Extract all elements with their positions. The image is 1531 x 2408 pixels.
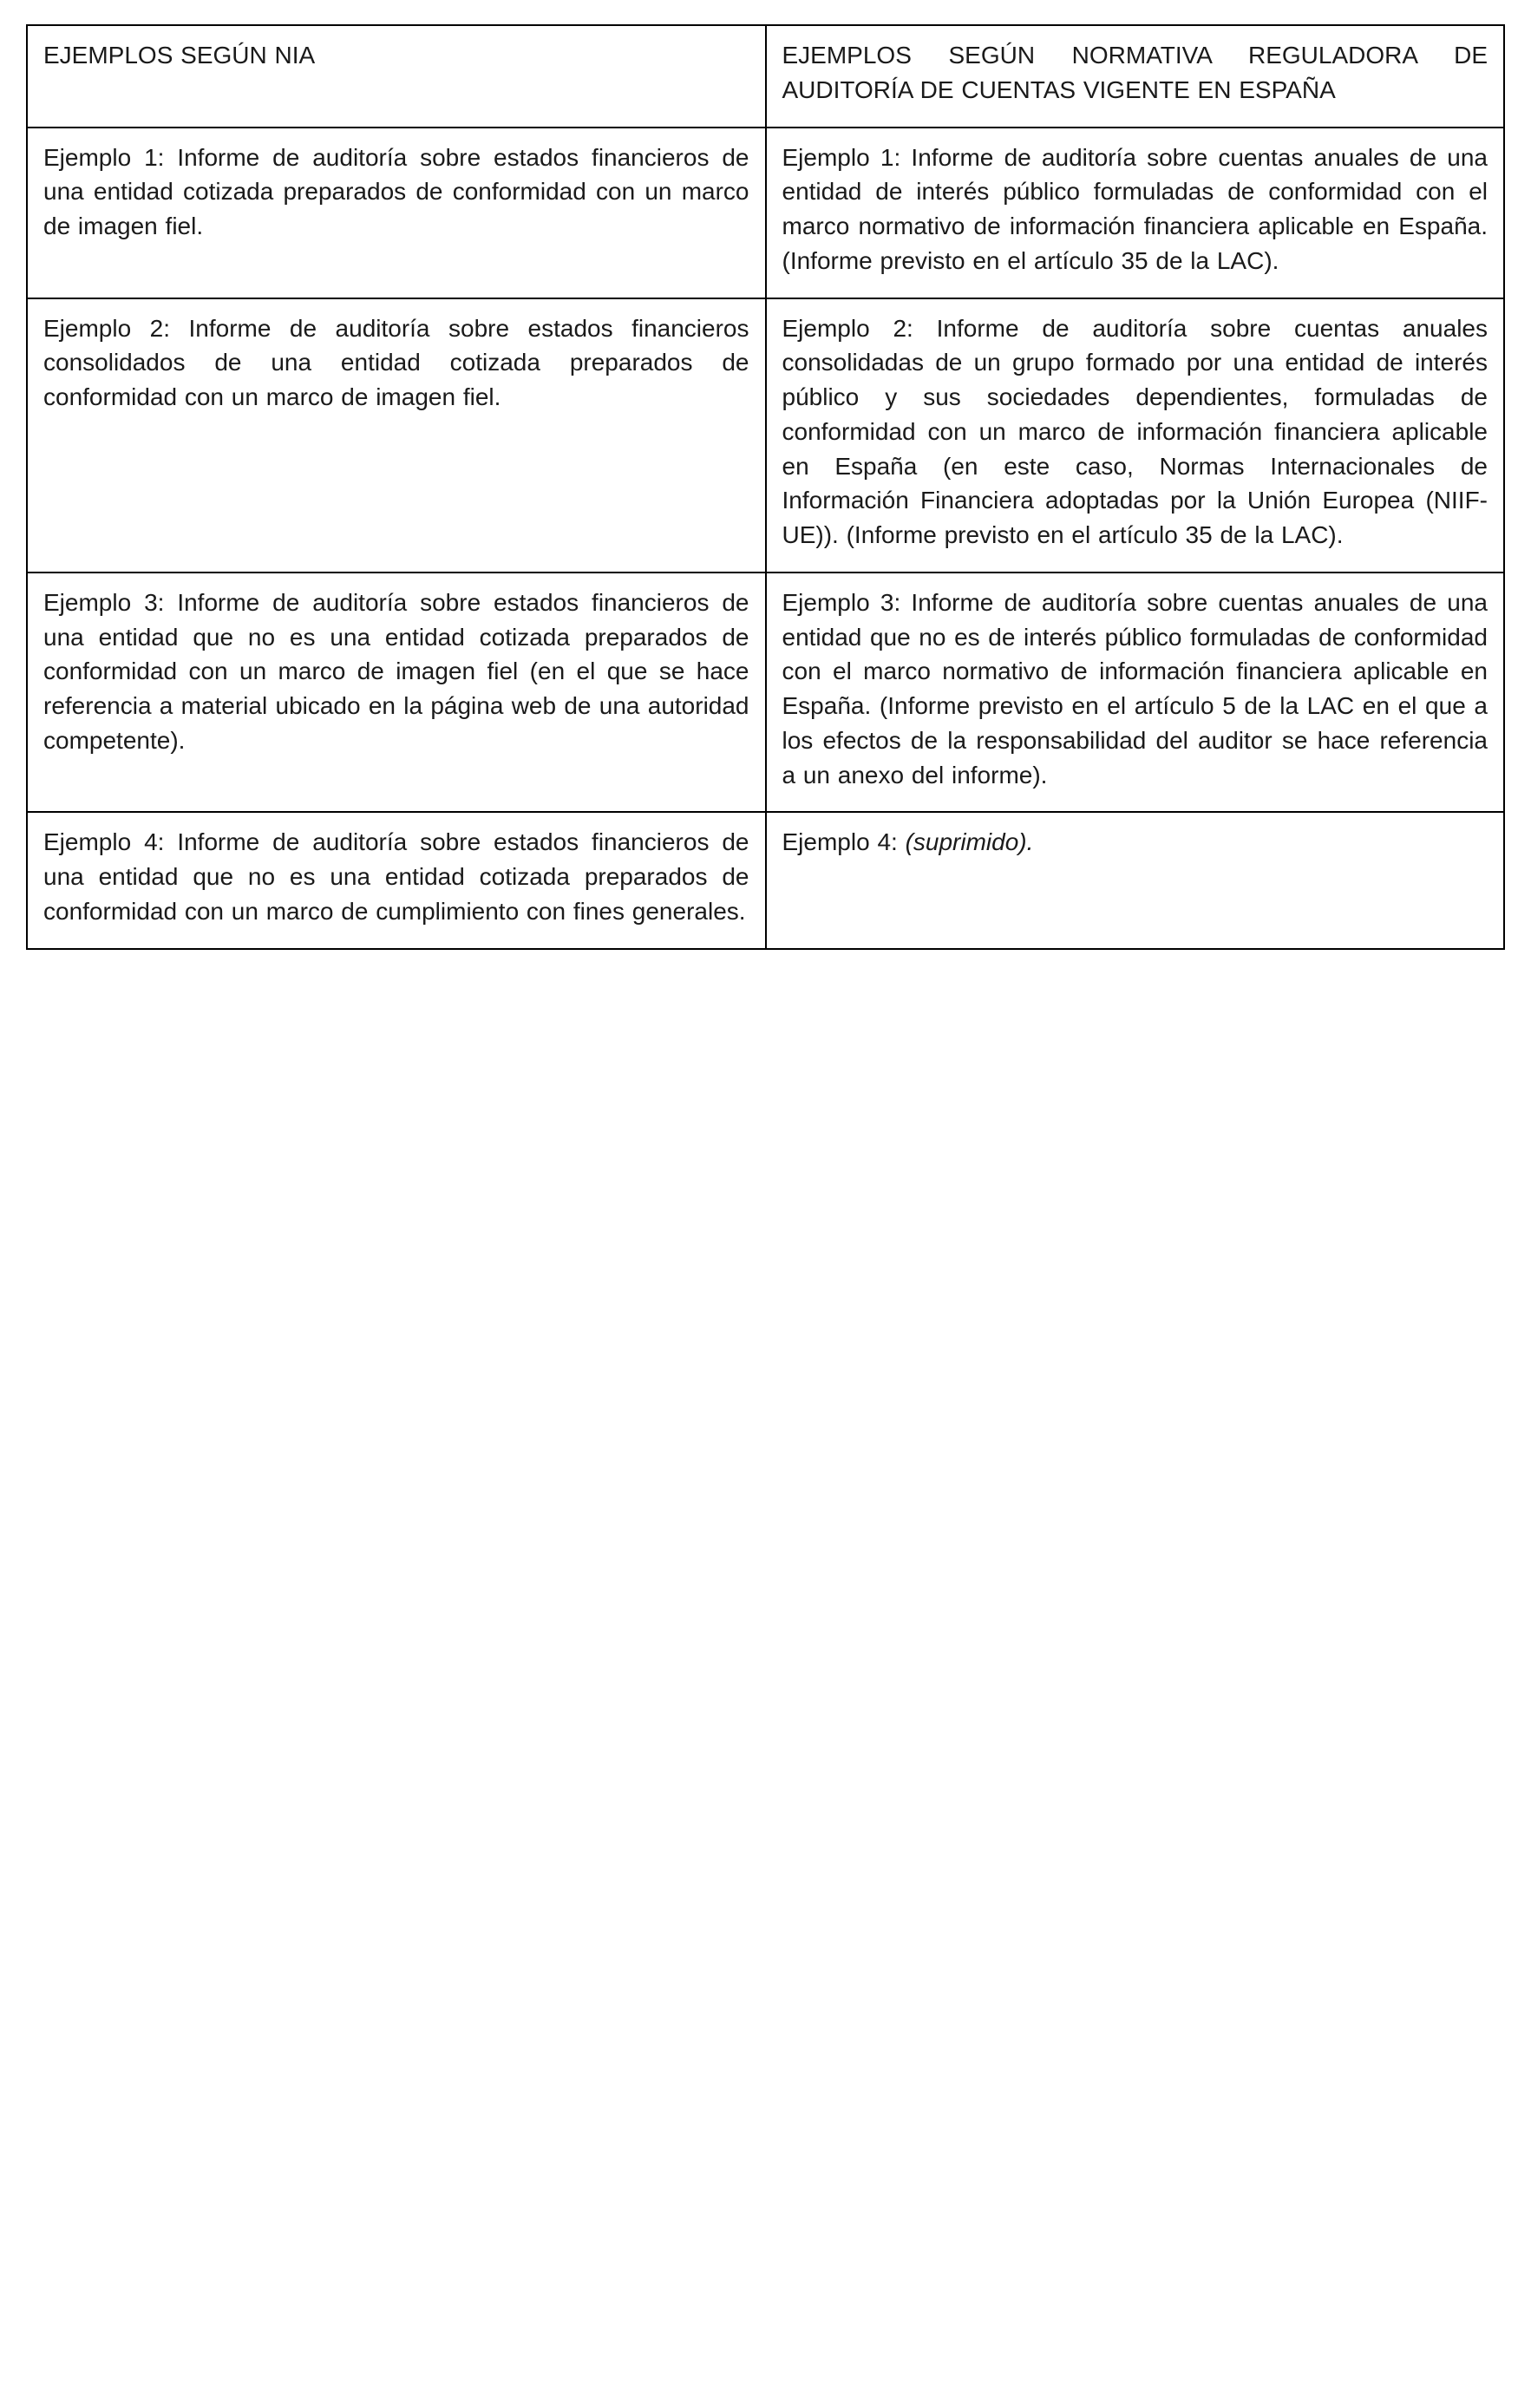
table-row-ejemplo-4	[27, 812, 1504, 948]
header-cell-nia: EJEMPLOS SEGÚN NIA	[27, 25, 766, 128]
cell-ejemplo3-nia: Ejemplo 3: Informe de auditoría sobre estados financieros de una entidad que no es una entidad cotizada preparados de conformidad con un marco de imagen fiel (en el que se hace referencia a material ubicado en la página web de una autoridad competente).	[27, 573, 766, 813]
cell-ejemplo1-normativa: Ejemplo 1: Informe de auditoría sobre cuentas anuales de una entidad de interés público formuladas de conformidad con el marco normativo de información financiera aplicable en España. (Informe previsto en el artículo 35 de la LAC).	[766, 128, 1505, 298]
cell-ejemplo2-nia: Ejemplo 2: Informe de auditoría sobre estados financieros consolidados de una entidad cotizada preparados de conformidad con un marco de imagen fiel.	[27, 298, 766, 573]
cell-ejemplo1-nia: Ejemplo 1: Informe de auditoría sobre estados financieros de una entidad cotizada preparados de conformidad con un marco de imagen fiel.	[27, 128, 766, 298]
table-row-ejemplo-2	[27, 298, 1504, 573]
ejemplo4-suprimido-text: (suprimido).	[905, 828, 1034, 856]
cell-ejemplo4-normativa	[766, 812, 1505, 948]
table-row-ejemplo-1	[27, 128, 1504, 298]
header-cell-normativa-espana: EJEMPLOS SEGÚN NORMATIVA REGULADORA DE AUDITORÍA DE CUENTAS VIGENTE EN ESPAÑA	[766, 25, 1505, 128]
comparison-table	[26, 24, 1505, 950]
cell-ejemplo2-normativa: Ejemplo 2: Informe de auditoría sobre cuentas anuales consolidadas de un grupo formado por una entidad de interés público y sus sociedades dependientes, formuladas de conformidad con un marco de información financiera aplicable en España (en este caso, Normas Internacionales de Información Financiera adoptadas por la Unión Europea (NIIF-UE)). (Informe previsto en el artículo 35 de la LAC).	[766, 298, 1505, 573]
table-header-row	[27, 25, 1504, 128]
cell-ejemplo4-nia: Ejemplo 4: Informe de auditoría sobre estados financieros de una entidad que no es una entidad cotizada preparados de conformidad con un marco de cumplimiento con fines generales.	[27, 812, 766, 948]
table-row-ejemplo-3	[27, 573, 1504, 813]
ejemplo4-normativa-prefix: Ejemplo 4:	[782, 828, 906, 856]
cell-ejemplo3-normativa: Ejemplo 3: Informe de auditoría sobre cuentas anuales de una entidad que no es de interés público formuladas de conformidad con el marco normativo de información financiera aplicable en España. (Informe previsto en el artículo 5 de la LAC en el que a los efectos de la responsabilidad del auditor se hace referencia a un anexo del informe).	[766, 573, 1505, 813]
